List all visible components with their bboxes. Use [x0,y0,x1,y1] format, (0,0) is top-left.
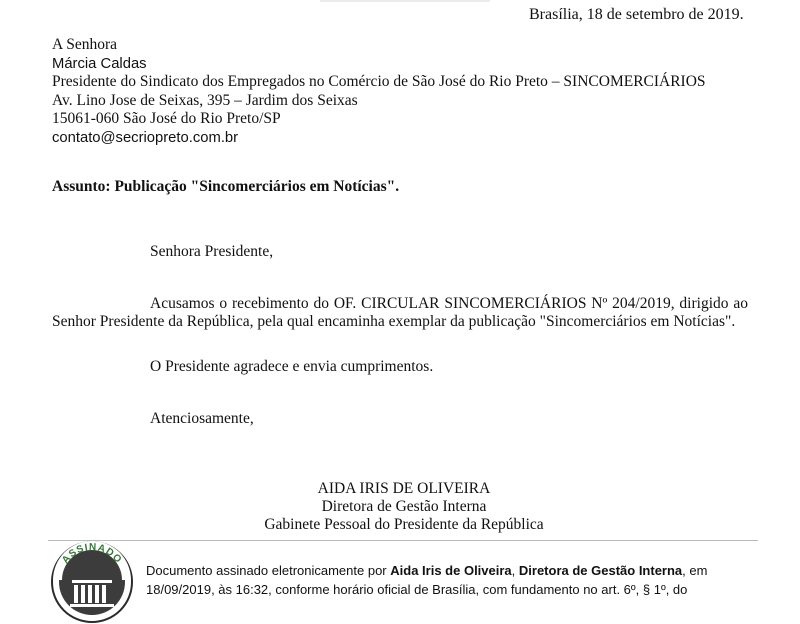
recipient-name: Márcia Caldas [52,55,147,72]
footer-divider [48,540,758,541]
recipient-city: 15061-060 São José do Rio Preto/SP [52,110,281,127]
esign-separator: , [511,563,519,578]
recipient-email: contato@secriopreto.com.br [52,129,239,146]
signature-block [254,480,554,534]
recipient-block [52,36,706,147]
signer-name: AIDA IRIS DE OLIVEIRA [317,480,491,497]
esign-line2: 18/09/2019, às 16:32, conforme horário oficial de Brasília, com fundamento no art. 6º, § 1º, do [146,582,688,597]
signer-office: Gabinete Pessoal do Presidente da República [264,516,544,533]
esign-line1-suffix: , em [682,563,708,578]
body-paragraph-1: Acusamos o recebimento do OF. CIRCULAR SINCOMERCIÁRIOS Nº 204/2019, dirigido ao Senhor Presidente da República, pela qual encaminha exemplar da publicação "Sincomerciários em Notícias". [52,295,748,330]
recipient-title: Presidente do Sindicato dos Empregados no Comércio de São José do Rio Preto – SINCOMERCIÁRIOS [52,73,706,90]
header-remnant [320,0,490,2]
subject-line: Assunto: Publicação "Sincomerciários em Notícias". [52,178,400,195]
electronic-signature-notice [146,561,766,599]
recipient-street: Av. Lino Jose de Seixas, 395 – Jardim dos Seixas [52,91,358,109]
esign-signer-role: Diretora de Gestão Interna [518,563,683,578]
greeting: Senhora Presidente, [150,243,274,260]
letter-date: Brasília, 18 de setembro de 2019. [529,6,744,23]
recipient-salutation: A Senhora [52,36,118,53]
signer-role: Diretora de Gestão Interna [321,498,487,515]
signed-seal-icon [50,540,134,624]
seal-label: ASSINADO [60,541,124,566]
esign-prefix: Documento assinado eletronicamente por [146,563,391,578]
esign-signer: Aida Iris de Oliveira [390,563,512,578]
body-paragraph-2: O Presidente agradece e envia cumprimentos. [150,358,434,375]
closing: Atenciosamente, [150,410,254,427]
